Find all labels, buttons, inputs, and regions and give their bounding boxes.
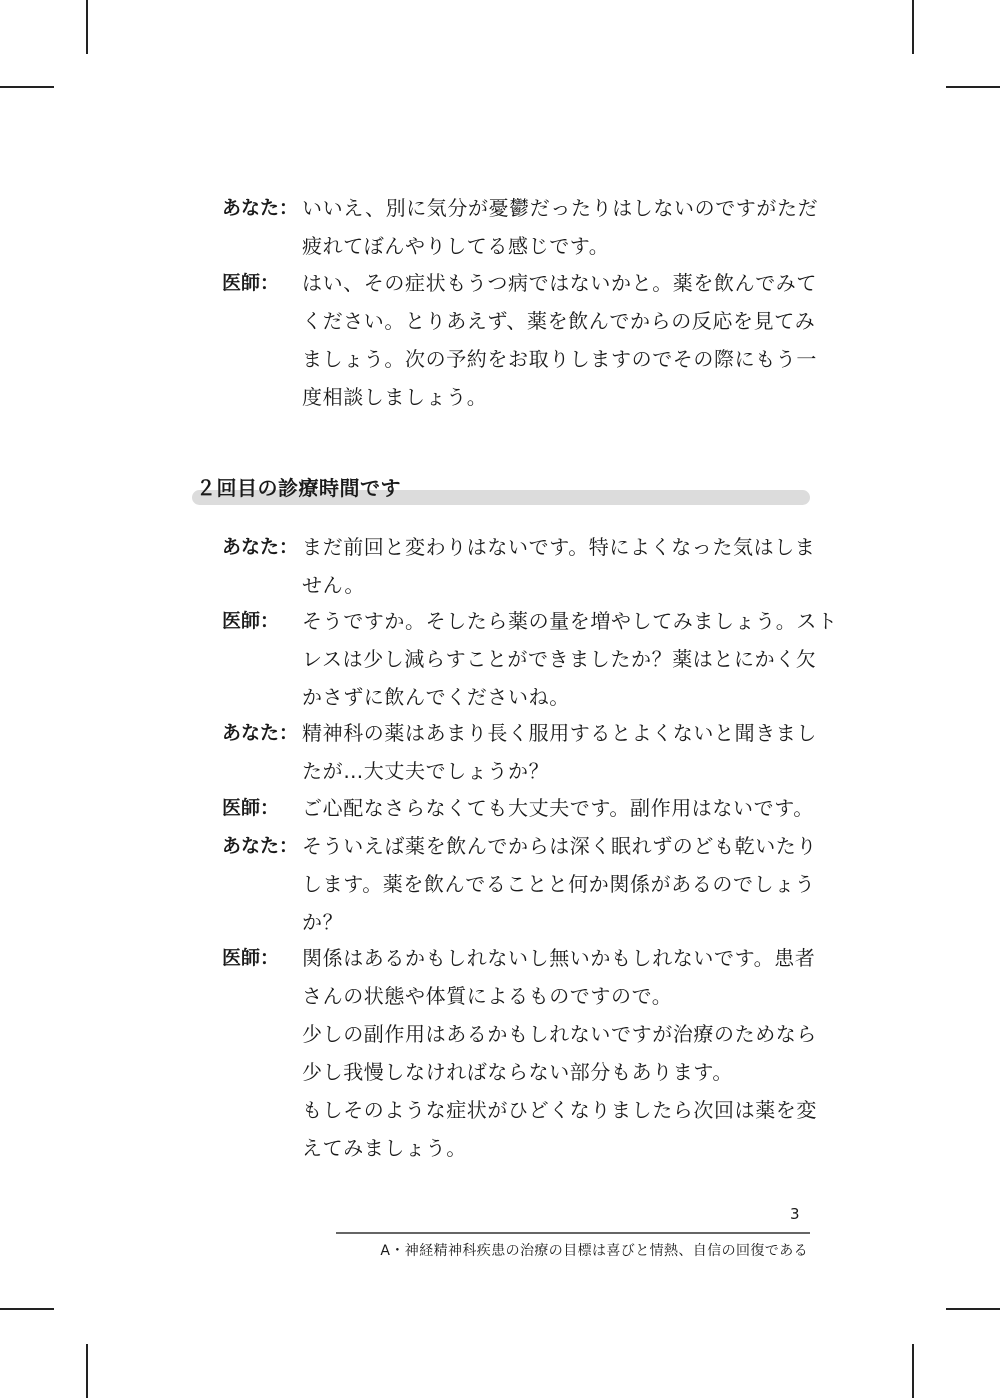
text-line: ましょう。次の予約をお取りしますのでその際にもう一: [302, 347, 817, 371]
crop-mark: [946, 86, 1000, 88]
crop-mark: [946, 1308, 1000, 1310]
text-line: そうですか。そしたら薬の量を増やしてみましょう。スト: [302, 609, 838, 633]
text-line: 少し我慢しなければならない部分もあります。: [302, 1060, 733, 1084]
speaker-label: 医師：: [222, 272, 280, 294]
dialogue-text: [302, 602, 838, 716]
footer-rule: [336, 1232, 810, 1234]
dialogue-text: [302, 528, 816, 604]
speaker-label: 医師：: [222, 797, 280, 819]
text-line: せん。: [302, 573, 365, 597]
text-line: 精神科の薬はあまり長く服用するとよくないと聞きまし: [302, 721, 817, 745]
speaker-label: あなた：: [222, 835, 299, 857]
crop-mark: [0, 86, 54, 88]
speaker-label: あなた：: [222, 536, 299, 558]
page-number: 3: [790, 1205, 800, 1223]
dialogue-text: [302, 714, 817, 790]
dialogue-text: [302, 939, 817, 1167]
crop-mark: [0, 1308, 54, 1310]
text-line: たが…大丈夫でしょうか？: [302, 759, 550, 783]
crop-mark: [912, 1344, 914, 1398]
text-line: します。薬を飲んでることと何か関係があるのでしょう: [302, 872, 816, 896]
dialogue-text: [302, 264, 817, 416]
speaker-label: あなた：: [222, 197, 299, 219]
text-line: そういえば薬を飲んでからは深く眠れずのども乾いたり: [302, 834, 817, 858]
speaker-label: 医師：: [222, 610, 280, 632]
text-line: まだ前回と変わりはないです。特によくなった気はしま: [302, 535, 816, 559]
section-heading: ２回目の診療時間です: [196, 476, 401, 500]
dialogue-text: [302, 789, 814, 827]
text-line: 少しの副作用はあるかもしれないですが治療のためなら: [302, 1022, 817, 1046]
text-line: もしそのような症状がひどくなりましたら次回は薬を変: [302, 1098, 817, 1122]
speaker-label: 医師：: [222, 947, 280, 969]
text-line: えてみましょう。: [302, 1136, 467, 1160]
text-line: はい、その症状もうつ病ではないかと。薬を飲んでみて: [302, 271, 817, 295]
text-line: かさずに飲んでくださいね。: [302, 685, 570, 709]
crop-mark: [912, 0, 914, 54]
crop-mark: [86, 1344, 88, 1398]
speaker-label: あなた：: [222, 722, 299, 744]
text-line: 疲れてぼんやりしてる感じです。: [302, 234, 610, 258]
text-line: か？: [302, 910, 344, 934]
text-line: ご心配なさらなくても大丈夫です。副作用はないです。: [302, 796, 814, 820]
dialogue-text: [302, 189, 819, 265]
text-line: さんの状態や体質によるものですので。: [302, 984, 673, 1008]
text-line: 関係はあるかもしれないし無いかもしれないです。患者: [302, 946, 816, 970]
text-line: 度相談しましょう。: [302, 385, 488, 409]
text-line: いいえ、別に気分が憂鬱だったりはしないのですがただ: [302, 196, 819, 220]
text-line: レスは少し減らすことができましたか？薬はとにかく欠: [302, 647, 817, 671]
running-footer-title: A・神経精神科疾患の治療の目標は喜びと情熱、自信の回復である: [380, 1243, 808, 1259]
text-line: ください。とりあえず、薬を飲んでからの反応を見てみ: [302, 309, 816, 333]
crop-mark: [86, 0, 88, 54]
dialogue-text: [302, 827, 817, 941]
